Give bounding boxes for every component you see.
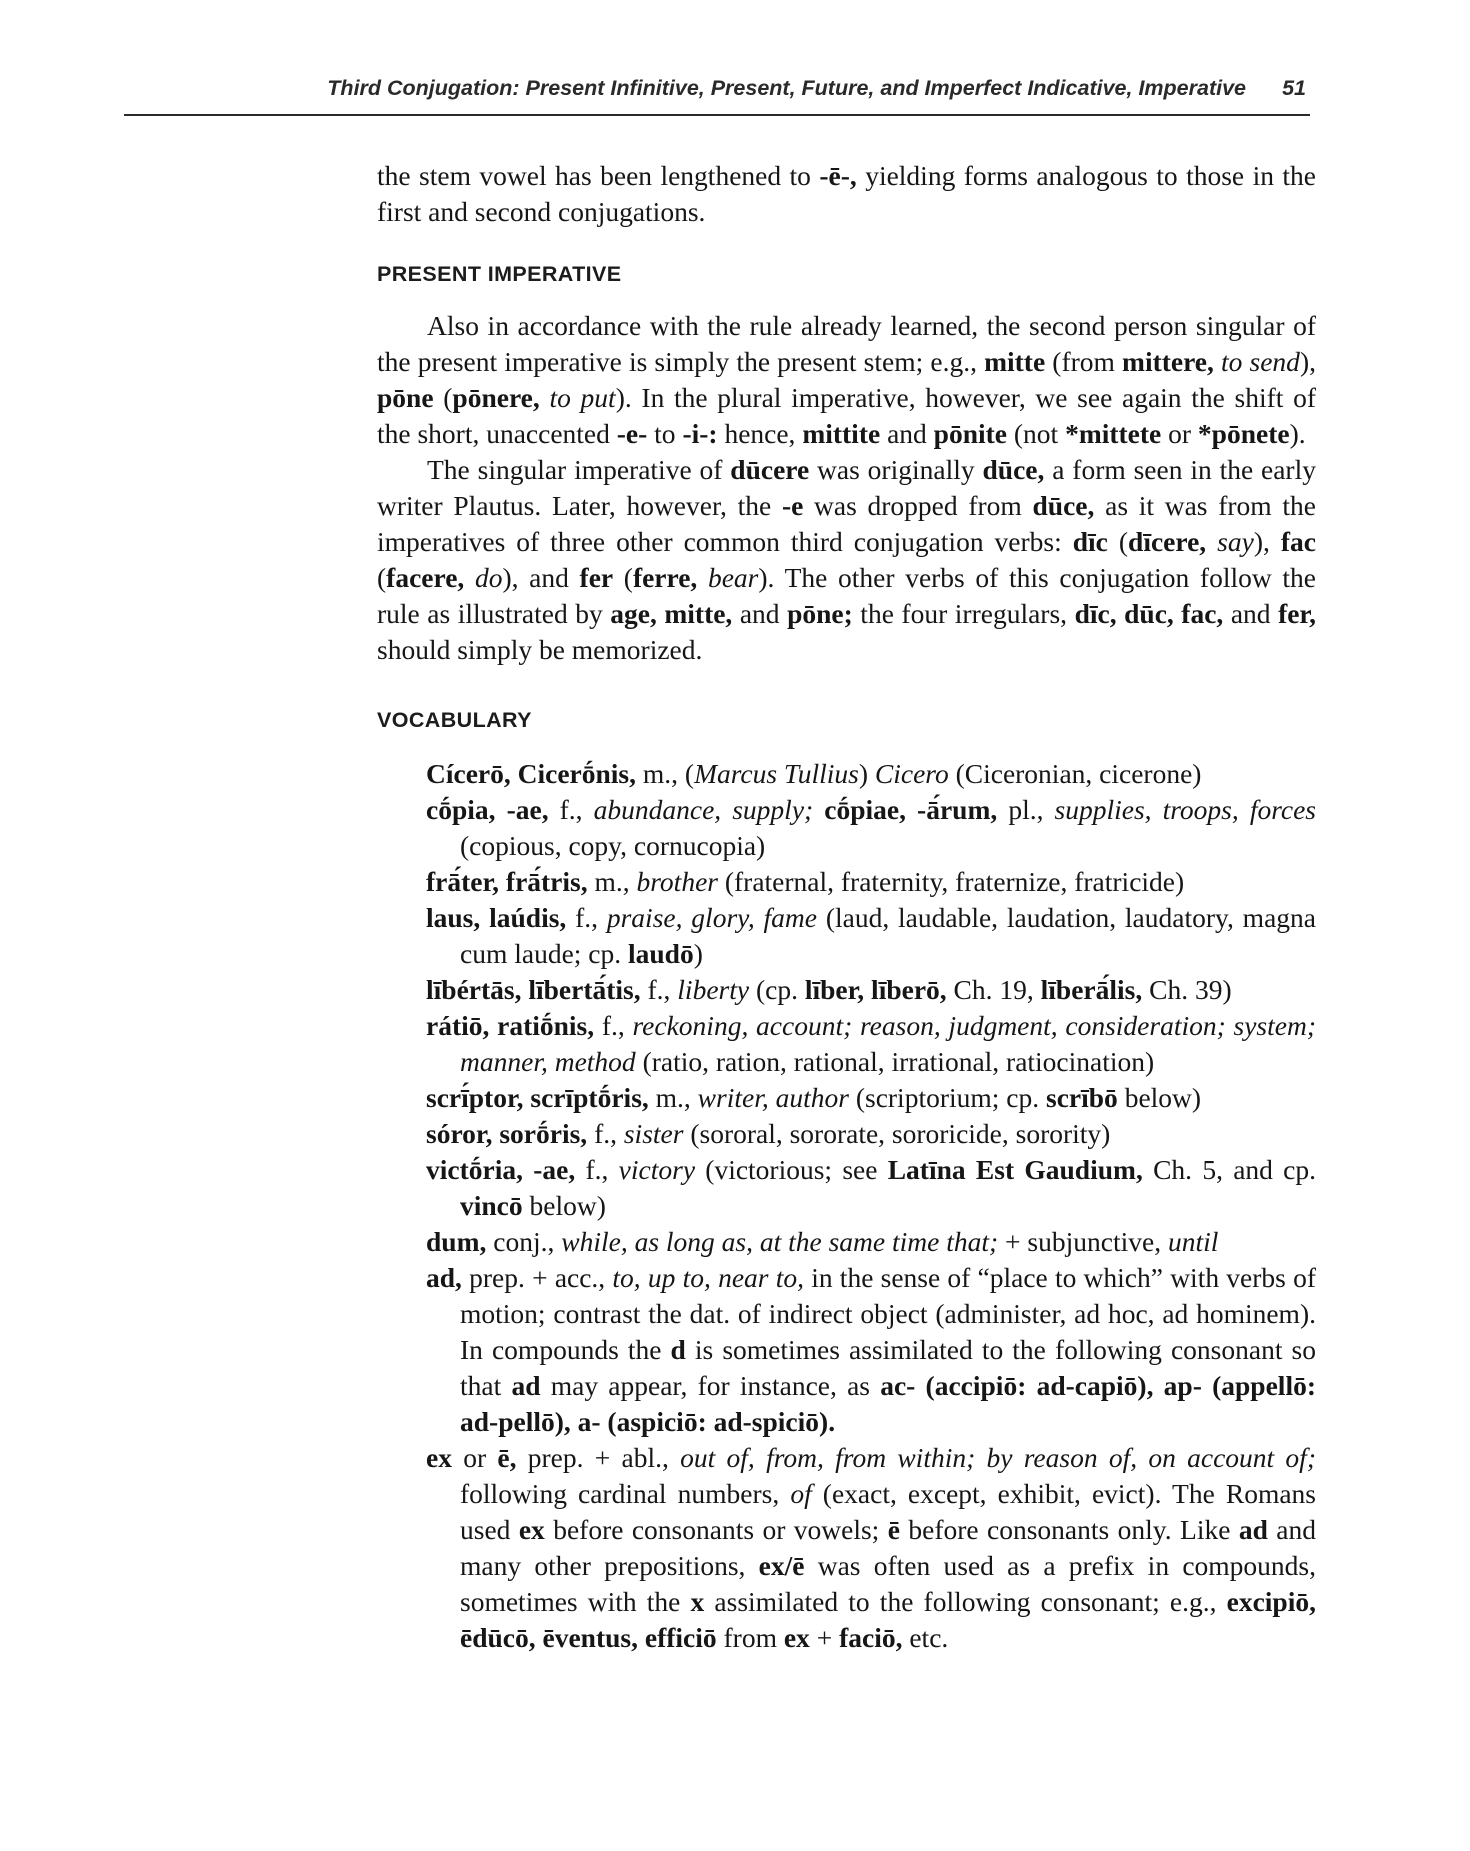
vocab-entry-libertas: lībértās, lībertā́tis, f., liberty (cp. līber, līberō, Ch. 19, līberā́lis, Ch. 39): [426, 974, 1232, 1005]
vocabulary-list: [426, 756, 1316, 1656]
page-number: 51: [1282, 76, 1306, 100]
running-header-title: Third Conjugation: Present Infinitive, Present, Future, and Imperfect Indicative, Imperative: [327, 76, 1246, 100]
vocab-entry-scriptor: scrī́ptor, scrīptṓris, m., writer, author (scriptorium; cp. scrībō below): [426, 1082, 1202, 1113]
present-imperative-heading: PRESENT IMPERATIVE: [377, 262, 622, 286]
vocab-entry-copia: cṓpia, -ae, f., abundance, supply; cṓpiae, -ā́rum, pl., supplies, troops, forces (copious, copy, cornucopia): [426, 794, 1317, 861]
vocab-entry-ad: ad, prep. + acc., to, up to, near to, in the sense of “place to which” with verbs of motion; contrast the dat. of indirect object (administer, ad hoc, ad hominem). In compounds the d is sometimes assimilated to the following consonant so that ad may appear, for instance, as ac- (accipiō: ad-capiō), ap- (appellō: ad-pellō), a- (aspiciō: ad-spiciō).: [426, 1262, 1316, 1437]
vocab-entry-dum: dum, conj., while, as long as, at the same time that; + subjunctive, until: [426, 1226, 1219, 1257]
vocab-entry-cicero: Cícerō, Cicerṓnis, m., (Marcus Tullius) Cicero (Ciceronian, cicerone): [426, 758, 1202, 789]
imperative-paragraph-1: Also in accordance with the rule already learned, the second person singular of the present imperative is simply the present stem; e.g., mitte (from mittere, to send), pōne (pōnere, to put). In the plural imperative, however, we see again the shift of the short, unaccented -e- to -i-: hence, mittite and pōnite (not *mittete or *pōnete).: [377, 310, 1317, 449]
vocab-entry-ex: ex or ē, prep. + abl., out of, from, from within; by reason of, on account of; following cardinal numbers, of (exact, except, exhibit, evict). The Romans used ex before consonants or vowels; ē before consonants only. Like ad and many other prepositions, ex/ē was often used as a prefix in compounds, sometimes with the x assimilated to the following consonant; e.g., excipiō, ēdūcō, ēventus, efficiō from ex + faciō, etc.: [426, 1442, 1316, 1653]
imperative-paragraph-2: The singular imperative of dūcere was originally dūce, a form seen in the early writer Plautus. Later, however, the -e was dropped from dūce, as it was from the imperatives of three other common third conjugation verbs: dīc (dīcere, say), fac (facere, do), and fer (ferre, bear). The other verbs of this conjugation follow the rule as illustrated by age, mitte, and pōne; the four irregulars, dīc, dūc, fac, and fer, should simply be memorized.: [377, 454, 1316, 665]
intro-paragraph: the stem vowel has been lengthened to -ē-, yielding forms analogous to those in the first and second conjugations.: [377, 160, 1316, 227]
page-body: [377, 158, 1316, 1656]
vocab-entry-laus: laus, laúdis, f., praise, glory, fame (laud, laudable, laudation, laudatory, magna cum laude; cp. laudō): [426, 902, 1316, 969]
vocab-entry-victoria: victṓria, -ae, f., victory (victorious; see Latīna Est Gaudium, Ch. 5, and cp. vincō below): [426, 1154, 1316, 1221]
vocab-entry-ratio: rátiō, ratiṓnis, f., reckoning, account; reason, judgment, consideration; system; manner, method (ratio, ration, rational, irrational, ratiocination): [426, 1010, 1316, 1077]
running-header: [124, 70, 1310, 116]
vocab-entry-soror: sóror, sorṓris, f., sister (sororal, sororate, sororicide, sorority): [426, 1118, 1111, 1149]
vocabulary-heading: VOCABULARY: [377, 708, 532, 732]
vocab-entry-frater: frā́ter, frā́tris, m., brother (fraternal, fraternity, fraternize, fratricide): [426, 866, 1185, 897]
